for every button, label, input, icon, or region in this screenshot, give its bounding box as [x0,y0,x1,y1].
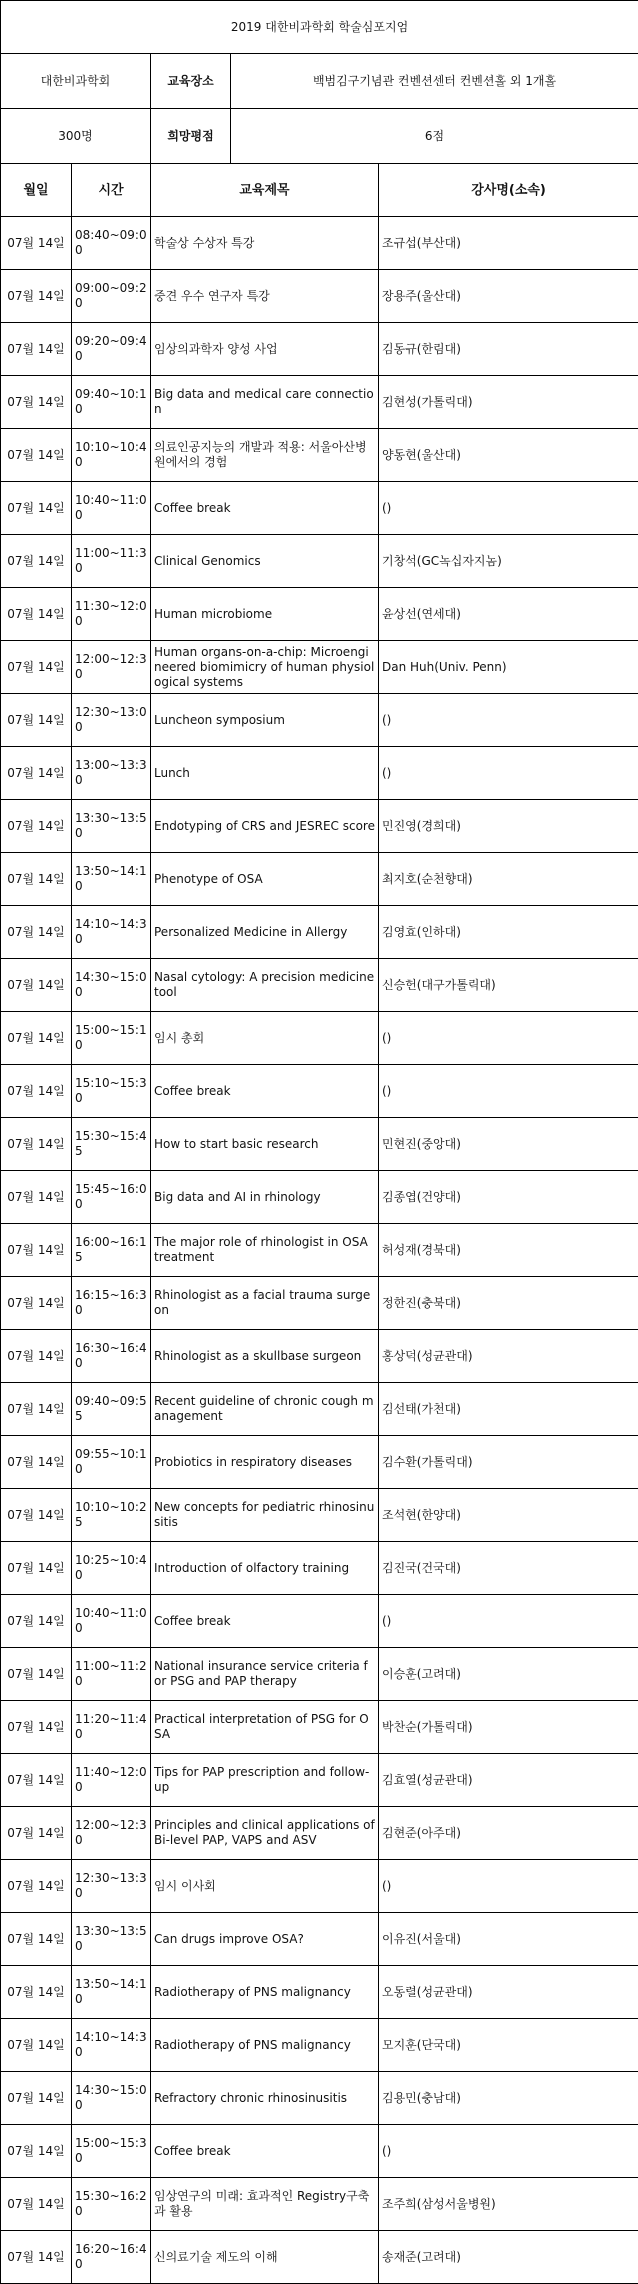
table-row [1,1966,638,2019]
table-row [1,535,638,588]
header-speaker: 강사명(소속) [379,164,638,217]
row-date: 07월 14일 [1,1330,72,1383]
row-speaker: 정한진(충북대) [379,1277,638,1330]
row-time: 14:30~15:00 [72,959,151,1012]
row-subject: Radiotherapy of PNS malignancy [151,1966,379,2019]
row-date: 07월 14일 [1,747,72,800]
row-time: 09:40~10:10 [72,376,151,429]
row-date: 07월 14일 [1,1065,72,1118]
table-row [1,1224,638,1277]
row-date: 07월 14일 [1,641,72,694]
row-subject: How to start basic research [151,1118,379,1171]
row-subject: Tips for PAP prescription and follow-up [151,1754,379,1807]
table-row [1,1383,638,1436]
table-row [1,1701,638,1754]
row-speaker: 김용민(충남대) [379,2072,638,2125]
table-row [1,2072,638,2125]
row-time: 13:00~13:30 [72,747,151,800]
row-time: 15:00~15:10 [72,1012,151,1065]
row-time: 08:40~09:00 [72,217,151,270]
table-row [1,1436,638,1489]
row-date: 07월 14일 [1,800,72,853]
table-row [1,2178,638,2231]
row-time: 16:15~16:30 [72,1277,151,1330]
row-date: 07월 14일 [1,906,72,959]
table-row [1,1012,638,1065]
row-date: 07월 14일 [1,1913,72,1966]
row-subject: 임상의과학자 양성 사업 [151,323,379,376]
row-date: 07월 14일 [1,1648,72,1701]
table-row [1,1913,638,1966]
table-row [1,1648,638,1701]
row-date: 07월 14일 [1,323,72,376]
table-row [1,2125,638,2178]
row-time: 16:30~16:40 [72,1330,151,1383]
table-row [1,376,638,429]
table-row [1,853,638,906]
table-row [1,959,638,1012]
row-date: 07월 14일 [1,2019,72,2072]
row-date: 07월 14일 [1,2178,72,2231]
row-subject: Coffee break [151,2125,379,2178]
venue-value: 백범김구기념관 컨벤션센터 컨벤션홀 외 1개홀 [231,54,638,109]
row-speaker: () [379,694,638,747]
row-time: 11:40~12:00 [72,1754,151,1807]
table-row [1,694,638,747]
row-speaker: 김영효(인하대) [379,906,638,959]
table-row [1,482,638,535]
row-time: 12:30~13:30 [72,1860,151,1913]
row-time: 16:20~16:40 [72,2231,151,2284]
row-subject: 중견 우수 연구자 특강 [151,270,379,323]
row-date: 07월 14일 [1,1701,72,1754]
capacity-value: 300명 [1,109,151,164]
row-date: 07월 14일 [1,270,72,323]
row-speaker: 양동현(울산대) [379,429,638,482]
row-time: 09:20~09:40 [72,323,151,376]
row-speaker: 김선태(가천대) [379,1383,638,1436]
schedule-body [1,217,638,2284]
row-speaker: 송재준(고려대) [379,2231,638,2284]
row-time: 09:40~09:55 [72,1383,151,1436]
row-speaker: 이승훈(고려대) [379,1648,638,1701]
row-speaker: 김동규(한림대) [379,323,638,376]
row-subject: Can drugs improve OSA? [151,1913,379,1966]
row-time: 11:20~11:40 [72,1701,151,1754]
row-subject: Lunch [151,747,379,800]
row-date: 07월 14일 [1,2125,72,2178]
row-subject: Probiotics in respiratory diseases [151,1436,379,1489]
row-date: 07월 14일 [1,1489,72,1542]
row-speaker: () [379,482,638,535]
row-date: 07월 14일 [1,217,72,270]
row-subject: Coffee break [151,1595,379,1648]
row-subject: New concepts for pediatric rhinosinusitis [151,1489,379,1542]
row-date: 07월 14일 [1,2072,72,2125]
row-time: 13:50~14:10 [72,853,151,906]
capacity-row [1,109,638,164]
score-value: 6점 [231,109,638,164]
table-row [1,1754,638,1807]
row-time: 11:30~12:00 [72,588,151,641]
row-speaker: 김수환(가톨릭대) [379,1436,638,1489]
row-subject: National insurance service criteria for PSG and PAP therapy [151,1648,379,1701]
row-speaker: () [379,1595,638,1648]
row-subject: Nasal cytology: A precision medicine tool [151,959,379,1012]
row-subject: Rhinologist as a skullbase surgeon [151,1330,379,1383]
row-subject: Luncheon symposium [151,694,379,747]
row-speaker: 조주희(삼성서울병원) [379,2178,638,2231]
table-row [1,800,638,853]
row-speaker: 기창석(GC녹십자지놈) [379,535,638,588]
row-speaker: () [379,1065,638,1118]
row-subject: 학술상 수상자 특강 [151,217,379,270]
row-speaker: 박찬순(가톨릭대) [379,1701,638,1754]
row-time: 12:00~12:30 [72,1807,151,1860]
organizer-row [1,54,638,109]
row-subject: 임상연구의 미래: 효과적인 Registry구축과 활용 [151,2178,379,2231]
venue-label: 교육장소 [151,54,231,109]
table-row [1,270,638,323]
row-subject: Principles and clinical applications of Bi-level PAP, VAPS and ASV [151,1807,379,1860]
row-subject: 신의료기술 제도의 이해 [151,2231,379,2284]
row-subject: Clinical Genomics [151,535,379,588]
row-time: 10:40~11:00 [72,1595,151,1648]
row-speaker: 김현준(아주대) [379,1807,638,1860]
row-time: 13:30~13:50 [72,1913,151,1966]
row-time: 10:40~11:00 [72,482,151,535]
page-title: 2019 대한비과학회 학술심포지엄 [1,1,638,54]
table-row [1,588,638,641]
row-time: 10:10~10:25 [72,1489,151,1542]
row-time: 11:00~11:20 [72,1648,151,1701]
row-speaker: 김현성(가톨릭대) [379,376,638,429]
row-date: 07월 14일 [1,1383,72,1436]
row-date: 07월 14일 [1,1012,72,1065]
row-speaker: 민진영(경희대) [379,800,638,853]
row-time: 14:30~15:00 [72,2072,151,2125]
row-time: 13:50~14:10 [72,1966,151,2019]
row-time: 15:30~15:45 [72,1118,151,1171]
row-speaker: 김진국(건국대) [379,1542,638,1595]
row-speaker: 조규섭(부산대) [379,217,638,270]
row-date: 07월 14일 [1,482,72,535]
row-subject: The major role of rhinologist in OSA treatment [151,1224,379,1277]
table-row [1,747,638,800]
row-time: 12:30~13:00 [72,694,151,747]
row-date: 07월 14일 [1,1171,72,1224]
table-row [1,323,638,376]
row-subject: Rhinologist as a facial trauma surgeon [151,1277,379,1330]
row-speaker: Dan Huh(Univ. Penn) [379,641,638,694]
row-speaker: 김종엽(건양대) [379,1171,638,1224]
table-row [1,217,638,270]
header-date: 월일 [1,164,72,217]
table-row [1,1860,638,1913]
row-time: 10:25~10:40 [72,1542,151,1595]
row-date: 07월 14일 [1,1807,72,1860]
row-subject: Big data and medical care connection [151,376,379,429]
row-speaker: 홍상덕(성균관대) [379,1330,638,1383]
row-subject: Big data and AI in rhinology [151,1171,379,1224]
row-speaker: 오동렬(성균관대) [379,1966,638,2019]
row-subject: Introduction of olfactory training [151,1542,379,1595]
row-time: 14:10~14:30 [72,906,151,959]
table-row [1,1330,638,1383]
row-subject: Personalized Medicine in Allergy [151,906,379,959]
score-label: 희망평점 [151,109,231,164]
table-row [1,641,638,694]
row-time: 10:10~10:40 [72,429,151,482]
row-date: 07월 14일 [1,1277,72,1330]
row-subject: Coffee break [151,1065,379,1118]
table-row [1,1807,638,1860]
row-time: 09:00~09:20 [72,270,151,323]
header-time: 시간 [72,164,151,217]
row-subject: Coffee break [151,482,379,535]
row-date: 07월 14일 [1,376,72,429]
table-row [1,429,638,482]
row-subject: Practical interpretation of PSG for OSA [151,1701,379,1754]
table-row [1,906,638,959]
table-row [1,1542,638,1595]
row-subject: 의료인공지능의 개발과 적용: 서울아산병원에서의 경험 [151,429,379,482]
row-subject: Phenotype of OSA [151,853,379,906]
row-subject: Radiotherapy of PNS malignancy [151,2019,379,2072]
row-date: 07월 14일 [1,535,72,588]
table-row [1,1118,638,1171]
row-date: 07월 14일 [1,1595,72,1648]
row-speaker: 민현진(중앙대) [379,1118,638,1171]
row-subject: Human organs-on-a-chip: Microengineered biomimicry of human physiological systems [151,641,379,694]
row-speaker: 조석현(한양대) [379,1489,638,1542]
column-header-row [1,164,638,217]
row-subject: Refractory chronic rhinosinusitis [151,2072,379,2125]
row-speaker: 윤상선(연세대) [379,588,638,641]
row-date: 07월 14일 [1,2231,72,2284]
table-row [1,1171,638,1224]
row-time: 09:55~10:10 [72,1436,151,1489]
row-subject: 임시 이사회 [151,1860,379,1913]
table-row [1,1489,638,1542]
row-speaker: () [379,1012,638,1065]
row-date: 07월 14일 [1,1542,72,1595]
row-time: 15:30~16:20 [72,2178,151,2231]
table-row [1,2019,638,2072]
row-speaker: () [379,2125,638,2178]
row-time: 15:00~15:30 [72,2125,151,2178]
row-subject: 임시 총회 [151,1012,379,1065]
header-subject: 교육제목 [151,164,379,217]
row-date: 07월 14일 [1,959,72,1012]
row-speaker: () [379,747,638,800]
row-speaker: 이유진(서울대) [379,1913,638,1966]
row-time: 11:00~11:30 [72,535,151,588]
row-date: 07월 14일 [1,1118,72,1171]
row-subject: Recent guideline of chronic cough management [151,1383,379,1436]
row-date: 07월 14일 [1,429,72,482]
row-subject: Endotyping of CRS and JESREC score [151,800,379,853]
row-date: 07월 14일 [1,1860,72,1913]
title-row [1,1,638,54]
row-speaker: 신승헌(대구가톨릭대) [379,959,638,1012]
row-speaker: 장용주(울산대) [379,270,638,323]
row-speaker: 허성재(경북대) [379,1224,638,1277]
row-time: 15:10~15:30 [72,1065,151,1118]
row-date: 07월 14일 [1,1754,72,1807]
table-row [1,2231,638,2284]
row-date: 07월 14일 [1,588,72,641]
organizer-name: 대한비과학회 [1,54,151,109]
row-date: 07월 14일 [1,1224,72,1277]
row-time: 16:00~16:15 [72,1224,151,1277]
row-time: 14:10~14:30 [72,2019,151,2072]
table-row [1,1065,638,1118]
row-speaker: 최지호(순천향대) [379,853,638,906]
row-date: 07월 14일 [1,1436,72,1489]
row-time: 12:00~12:30 [72,641,151,694]
row-speaker: 모지훈(단국대) [379,2019,638,2072]
table-row [1,1277,638,1330]
row-time: 13:30~13:50 [72,800,151,853]
row-speaker: 김효열(성균관대) [379,1754,638,1807]
row-speaker: () [379,1860,638,1913]
row-time: 15:45~16:00 [72,1171,151,1224]
row-subject: Human microbiome [151,588,379,641]
row-date: 07월 14일 [1,1966,72,2019]
row-date: 07월 14일 [1,694,72,747]
row-date: 07월 14일 [1,853,72,906]
table-row [1,1595,638,1648]
